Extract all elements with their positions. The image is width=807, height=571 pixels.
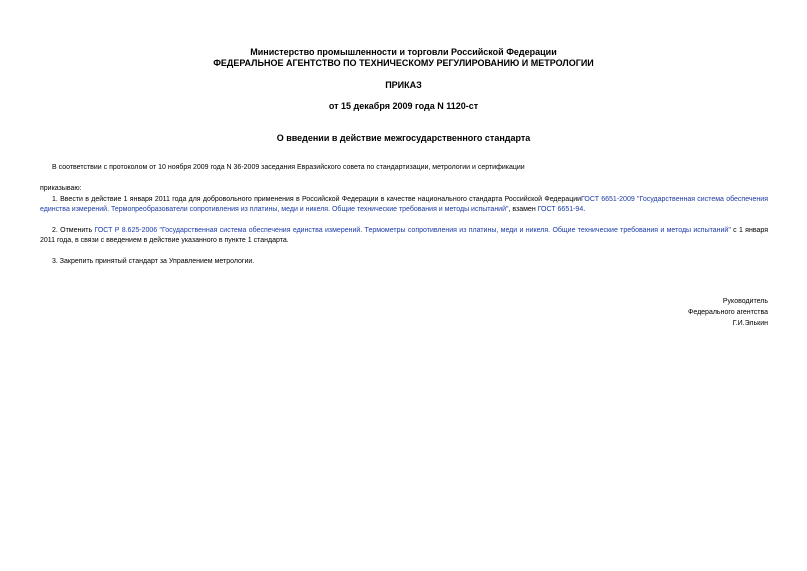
signature-agency: Федерального агентства [688, 309, 768, 316]
item-2-paragraph [40, 226, 768, 246]
document-type: ПРИКАЗ [385, 80, 422, 90]
item-1-paragraph [40, 195, 768, 215]
item-2-end: с 1 января 2011 года, в связи с введением в действие указанного в пункте 1 стандарта. [40, 227, 768, 244]
item-3-paragraph: 3. Закрепить принятый стандарт за Управлением метрологии. [52, 258, 255, 265]
order-word: приказываю: [40, 185, 82, 192]
document-subject: О введении в действие межгосударственного стандарта [276, 133, 531, 143]
signature-name: Г.И.Элькин [732, 320, 768, 327]
gost-6651-2009-link[interactable]: ГОСТ 6651-2009 "Государственная система обеспечения единства измерений. Термопреобразователи сопротивления из платины, меди и никеля. Общие технические требования и методы испытаний" [40, 196, 768, 213]
item-1-text: 1. Ввести в действие 1 января 2011 года для добровольного применения в Российской Федерации в качестве национального стандарта Российской Федерации [52, 196, 582, 203]
gost-6651-94-link[interactable]: ГОСТ 6651-94 [537, 206, 584, 213]
gost-r-8-625-2006-link[interactable]: ГОСТ Р 8.625-2006 "Государственная система обеспечения единства измерений. Термометры сопротивления из платины, меди и никеля. Общие технические требования и методы испытаний" [94, 227, 731, 234]
preamble-paragraph: В соответствии с протоколом от 10 ноября 2009 года N 36-2009 заседания Евразийского совета по стандартизации, метрологии и сертификации [52, 164, 525, 171]
agency-title: ФЕДЕРАЛЬНОЕ АГЕНТСТВО ПО ТЕХНИЧЕСКОМУ РЕГУЛИРОВАНИЮ И МЕТРОЛОГИИ [213, 58, 594, 68]
item-1-mid-text: , взамен [508, 206, 538, 213]
ministry-title: Министерство промышленности и торговли Российской Федерации [250, 47, 557, 57]
signature-position: Руководитель [722, 298, 768, 305]
item-1-end: . [583, 206, 586, 213]
document-date-number: от 15 декабря 2009 года N 1120-ст [328, 101, 479, 111]
item-2-text: 2. Отменить [52, 227, 95, 234]
